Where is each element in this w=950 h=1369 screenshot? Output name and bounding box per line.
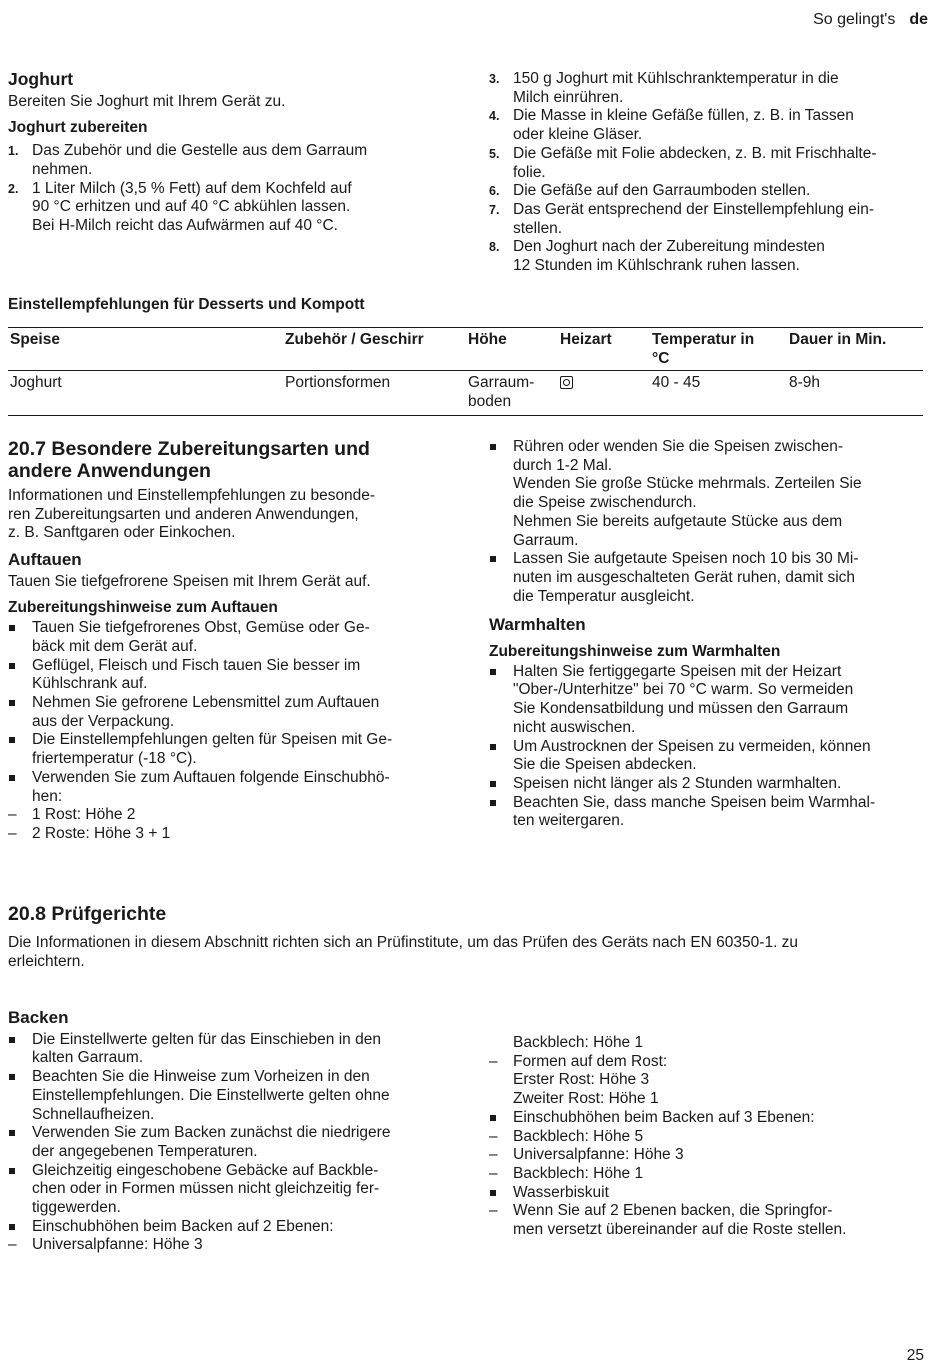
auftauen-intro: Tauen Sie tiefgefrorene Speisen mit Ihrem Gerät auf. xyxy=(8,572,371,590)
auftauen-dash-list xyxy=(8,806,448,843)
cell-zubehoer: Portionsformen xyxy=(283,371,466,415)
text-line: Schnellaufheizen. xyxy=(32,1105,155,1123)
backen-title: Backen xyxy=(8,1008,69,1027)
text-line: nehmen. xyxy=(32,160,93,178)
bullet-marker xyxy=(9,1130,15,1136)
text-line: Lassen Sie aufgetaute Speisen noch 10 bis 30 Mi- xyxy=(513,550,859,568)
col-dauer: Dauer in Min. xyxy=(787,328,923,371)
text-line: men versetzt übereinander auf die Roste stellen. xyxy=(513,1221,847,1239)
section-20-7-title-line2: andere Anwendungen xyxy=(8,460,211,482)
text-line: tiggewerden. xyxy=(32,1199,121,1217)
text-line: Die Informationen in diesem Abschnitt richten sich an Prüfinstitute, um das Prüfen des Geräts nach EN 60350-1. zu xyxy=(8,934,799,951)
bullet-marker xyxy=(9,1074,15,1080)
dash-marker: – xyxy=(8,1236,17,1254)
text-line: z. B. Sanftgaren oder Einkochen. xyxy=(8,524,236,542)
bullet-marker xyxy=(490,556,496,562)
step-item xyxy=(489,182,929,201)
bullet-marker xyxy=(9,663,15,669)
auftauen-subtitle: Zubereitungshinweise zum Auftauen xyxy=(8,598,278,616)
text-line: Einschubhöhen beim Backen auf 2 Ebenen: xyxy=(32,1217,334,1235)
list-item xyxy=(489,794,929,831)
text-line: Zweiter Rost: Höhe 1 xyxy=(513,1090,659,1108)
text-line: Wenn Sie auf 2 Ebenen backen, die Springfor- xyxy=(513,1202,833,1220)
list-item xyxy=(489,775,929,794)
bottom-heat-icon xyxy=(560,376,573,389)
text-line: "Ober-/Unterhitze" bei 70 °C warm. So vermeiden xyxy=(513,681,854,699)
text-line: kalten Garraum. xyxy=(32,1049,144,1067)
text-line: Sie Kondensatbildung und müssen den Garraum xyxy=(513,700,849,718)
bullet-marker xyxy=(9,1168,15,1174)
page-number: 25 xyxy=(906,1347,924,1365)
bullet-marker xyxy=(9,700,15,706)
bullet-marker xyxy=(9,737,15,743)
bullet-marker xyxy=(9,625,15,631)
text-line: Beachten Sie, dass manche Speisen beim Warmhal- xyxy=(513,793,876,811)
warmhalten-title: Warmhalten xyxy=(489,615,586,635)
step-item xyxy=(489,201,929,238)
text-line: Die Masse in kleine Gefäße füllen, z. B. in Tassen xyxy=(513,107,854,125)
list-item xyxy=(489,438,929,550)
text-line: 1 Liter Milch (3,5 % Fett) auf dem Kochfeld auf xyxy=(32,179,352,197)
list-item xyxy=(8,619,448,656)
backen-right-dash-list-1 xyxy=(489,1053,929,1109)
dash-item xyxy=(489,1053,929,1109)
joghurt-steps-right-column xyxy=(489,70,929,276)
text-line: Die Gefäße mit Folie abdecken, z. B. mit Frischhalte- xyxy=(513,144,877,162)
section-20-7-title xyxy=(8,438,448,482)
warmhalten-list xyxy=(489,663,929,831)
text-line: stellen. xyxy=(513,219,563,237)
dash-item xyxy=(8,1236,448,1255)
step-number: 6. xyxy=(489,184,500,199)
text-line: Speisen nicht länger als 2 Stunden warmhalten. xyxy=(513,774,842,792)
dash-item xyxy=(8,806,448,825)
step-item xyxy=(8,180,448,236)
text-line: Garraum. xyxy=(513,531,579,549)
list-item xyxy=(8,1162,448,1218)
cell-hoehe-line1: Garraum- xyxy=(468,374,535,392)
text-line: Tauen Sie tiefgefrorenes Obst, Gemüse oder Ge- xyxy=(32,619,370,637)
text-line: hen: xyxy=(32,787,63,805)
text-line: die Temperatur ausgleicht. xyxy=(513,587,695,605)
bullet-marker xyxy=(9,775,15,781)
bullet-marker xyxy=(9,1224,15,1230)
text-line: oder kleine Gläser. xyxy=(513,126,643,144)
col-temperatur xyxy=(650,328,787,371)
list-item xyxy=(8,769,448,806)
text-line: Halten Sie fertiggegarte Speisen mit der Heizart xyxy=(513,662,842,680)
warmhalten-subtitle: Zubereitungshinweise zum Warmhalten xyxy=(489,643,781,661)
bullet-marker xyxy=(490,744,496,750)
list-item xyxy=(8,1218,448,1237)
step-number: 8. xyxy=(489,240,500,255)
step-item xyxy=(489,238,929,275)
step-item xyxy=(489,145,929,182)
text-line: nicht auswischen. xyxy=(513,718,636,736)
text-line: friertemperatur (-18 °C). xyxy=(32,750,197,768)
backen-list xyxy=(8,1031,448,1237)
text-line: Universalpfanne: Höhe 3 xyxy=(513,1146,684,1164)
bullet-marker xyxy=(490,444,496,450)
language-code: de xyxy=(909,11,928,28)
cell-temperatur: 40 - 45 xyxy=(650,371,787,415)
list-item xyxy=(8,1031,448,1068)
section-20-8 xyxy=(8,903,928,971)
text-line: Nehmen Sie bereits aufgetaute Stücke aus dem xyxy=(513,512,843,530)
bullet-marker xyxy=(490,1190,496,1196)
section-20-7-left xyxy=(8,438,448,844)
col-zubehoer: Zubehör / Geschirr xyxy=(283,328,466,371)
text-line: Backblech: Höhe 5 xyxy=(513,1127,644,1145)
dash-marker: – xyxy=(489,1052,498,1070)
backen-left xyxy=(8,1009,448,1255)
text-line: chen oder in Formen müssen nicht gleichzeitig fer- xyxy=(32,1180,380,1198)
list-item xyxy=(8,694,448,731)
header-title: So gelingt's xyxy=(813,11,896,28)
text-line: Universalpfanne: Höhe 3 xyxy=(32,1236,203,1254)
table-title: Einstellempfehlungen für Desserts und Kompott xyxy=(8,296,365,313)
table-row xyxy=(8,371,923,415)
text-line: 12 Stunden im Kühlschrank ruhen lassen. xyxy=(513,257,800,275)
text-line: Milch einrühren. xyxy=(513,88,624,106)
text-line: Kühlschrank auf. xyxy=(32,675,148,693)
auftauen-title: Auftauen xyxy=(8,550,82,570)
step-item xyxy=(8,142,448,179)
list-item xyxy=(489,738,929,775)
auftauen-list xyxy=(8,619,448,806)
cell-hoehe xyxy=(466,371,558,415)
text-line: Um Austrocknen der Speisen zu vermeiden, können xyxy=(513,737,871,755)
section-20-7-title-line1: 20.7 Besondere Zubereitungsarten und xyxy=(8,438,370,460)
joghurt-intro: Bereiten Sie Joghurt mit Ihrem Gerät zu. xyxy=(8,92,286,110)
col-speise: Speise xyxy=(8,328,283,371)
text-line: Beachten Sie die Hinweise zum Vorheizen in den xyxy=(32,1068,370,1086)
cell-hoehe-line2: boden xyxy=(468,393,512,411)
text-line: Den Joghurt nach der Zubereitung mindesten xyxy=(513,238,825,256)
text-line: Einstellempfehlungen. Die Einstellwerte gelten ohne xyxy=(32,1086,390,1104)
bullet-marker xyxy=(9,1037,15,1043)
dash-item xyxy=(489,1146,929,1165)
text-line: 1 Rost: Höhe 2 xyxy=(32,806,136,824)
backen-right-dash-list-2 xyxy=(489,1128,929,1184)
text-line: Verwenden Sie zum Backen zunächst die niedrigere xyxy=(32,1124,391,1142)
step-item xyxy=(489,107,929,144)
cell-heizart xyxy=(558,371,650,415)
list-item xyxy=(8,731,448,768)
text-line: Verwenden Sie zum Auftauen folgende Einschubhö- xyxy=(32,768,390,786)
list-item xyxy=(489,1109,929,1128)
text-line: Geflügel, Fleisch und Fisch tauen Sie besser im xyxy=(32,656,361,674)
text-line: 90 °C erhitzen und auf 40 °C abkühlen lassen. xyxy=(32,198,351,216)
backen-right-dash-list-3 xyxy=(489,1202,929,1239)
list-item xyxy=(489,1184,929,1203)
list-item xyxy=(8,657,448,694)
text-line: nuten im ausgeschalteten Gerät ruhen, damit sich xyxy=(513,568,856,586)
running-header xyxy=(813,11,928,30)
dash-marker: – xyxy=(489,1164,498,1182)
text-line: ren Zubereitungsarten und anderen Anwendungen, xyxy=(8,505,359,523)
step-number: 1. xyxy=(8,144,19,159)
list-item-text: Wasserbiskuit xyxy=(513,1183,609,1201)
backen-right-list-1 xyxy=(489,1109,929,1128)
section-20-8-title: 20.8 Prüfgerichte xyxy=(8,903,167,925)
joghurt-section xyxy=(8,70,448,236)
bullet-marker xyxy=(490,800,496,806)
text-line: Backblech: Höhe 1 xyxy=(513,1164,644,1182)
auftauen-list-continued xyxy=(489,438,929,606)
col-temperatur-line1: Temperatur in xyxy=(652,331,755,348)
text-line: Das Zubehör und die Gestelle aus dem Garraum xyxy=(32,142,368,160)
text-line: die Speise zwischendurch. xyxy=(513,494,697,512)
backen-right xyxy=(489,1034,929,1240)
section-20-7-right xyxy=(489,438,929,831)
dash-marker: – xyxy=(489,1202,498,1220)
step-number: 5. xyxy=(489,146,500,161)
text-line: Nehmen Sie gefrorene Lebensmittel zum Auftauen xyxy=(32,694,380,712)
text-line: ten weitergaren. xyxy=(513,812,625,830)
list-item-text: Einschubhöhen beim Backen auf 3 Ebenen: xyxy=(513,1108,815,1126)
joghurt-title: Joghurt xyxy=(8,69,74,89)
step-number: 3. xyxy=(489,72,500,86)
joghurt-steps-right xyxy=(489,70,929,276)
text-line: Wenden Sie große Stücke mehrmals. Zerteilen Sie xyxy=(513,475,862,493)
text-line: durch 1-2 Mal. xyxy=(513,456,613,474)
text-line: erleichtern. xyxy=(8,952,85,970)
text-line: Sie die Speisen abdecken. xyxy=(513,756,697,774)
joghurt-steps-left xyxy=(8,142,448,236)
cell-dauer: 8-9h xyxy=(787,371,923,415)
text-line: Gleichzeitig eingeschobene Gebäcke auf Backble- xyxy=(32,1161,379,1179)
settings-table xyxy=(8,327,923,416)
text-line: bäck mit dem Gerät auf. xyxy=(32,637,198,655)
text-line: Informationen und Einstellempfehlungen zu besonde- xyxy=(8,487,376,504)
cell-speise: Joghurt xyxy=(8,371,283,415)
dash-item xyxy=(489,1202,929,1239)
step-number: 7. xyxy=(489,202,500,217)
dash-marker: – xyxy=(489,1127,498,1145)
text-line: aus der Verpackung. xyxy=(32,712,175,730)
section-20-8-intro xyxy=(8,934,928,971)
bullet-marker xyxy=(490,669,496,675)
text-line: Die Gefäße auf den Garraumboden stellen. xyxy=(513,182,811,200)
dash-marker: – xyxy=(8,806,17,824)
bullet-marker xyxy=(490,781,496,787)
bullet-marker xyxy=(490,1115,496,1121)
text-line: Die Einstellempfehlungen gelten für Speisen mit Ge- xyxy=(32,731,393,749)
dash-item xyxy=(8,825,448,844)
dash-item xyxy=(489,1165,929,1184)
list-item xyxy=(8,1068,448,1124)
col-hoehe: Höhe xyxy=(466,328,558,371)
dash-marker: – xyxy=(489,1146,498,1164)
text-line: 2 Roste: Höhe 3 + 1 xyxy=(32,824,171,842)
list-item xyxy=(489,663,929,738)
step-number: 2. xyxy=(8,181,19,196)
text-line: Bei H-Milch reicht das Aufwärmen auf 40 °C. xyxy=(32,216,338,234)
dash-marker: – xyxy=(8,824,17,842)
backen-cont-line: Backblech: Höhe 1 xyxy=(513,1034,644,1051)
col-temperatur-line2: °C xyxy=(652,349,670,367)
text-line: Rühren oder wenden Sie die Speisen zwischen- xyxy=(513,438,844,455)
col-heizart: Heizart xyxy=(558,328,650,371)
backen-dash-list xyxy=(8,1236,448,1255)
step-item xyxy=(489,70,929,107)
joghurt-subtitle: Joghurt zubereiten xyxy=(8,119,148,137)
text-line: Das Gerät entsprechend der Einstellempfehlung ein- xyxy=(513,200,875,218)
table-header-row xyxy=(8,328,923,371)
step-number: 4. xyxy=(489,109,500,124)
text-line: Formen auf dem Rost: xyxy=(513,1052,668,1070)
text-line: folie. xyxy=(513,163,546,181)
text-line: Die Einstellwerte gelten für das Einschieben in den xyxy=(32,1030,381,1048)
text-line: Erster Rost: Höhe 3 xyxy=(513,1071,650,1089)
section-20-7-intro xyxy=(8,487,448,543)
backen-right-list-2 xyxy=(489,1184,929,1203)
text-line: der angegebenen Temperaturen. xyxy=(32,1142,258,1160)
list-item xyxy=(489,550,929,606)
text-line: 150 g Joghurt mit Kühlschranktemperatur in die xyxy=(513,70,839,87)
list-item xyxy=(8,1124,448,1161)
dash-item xyxy=(489,1128,929,1147)
